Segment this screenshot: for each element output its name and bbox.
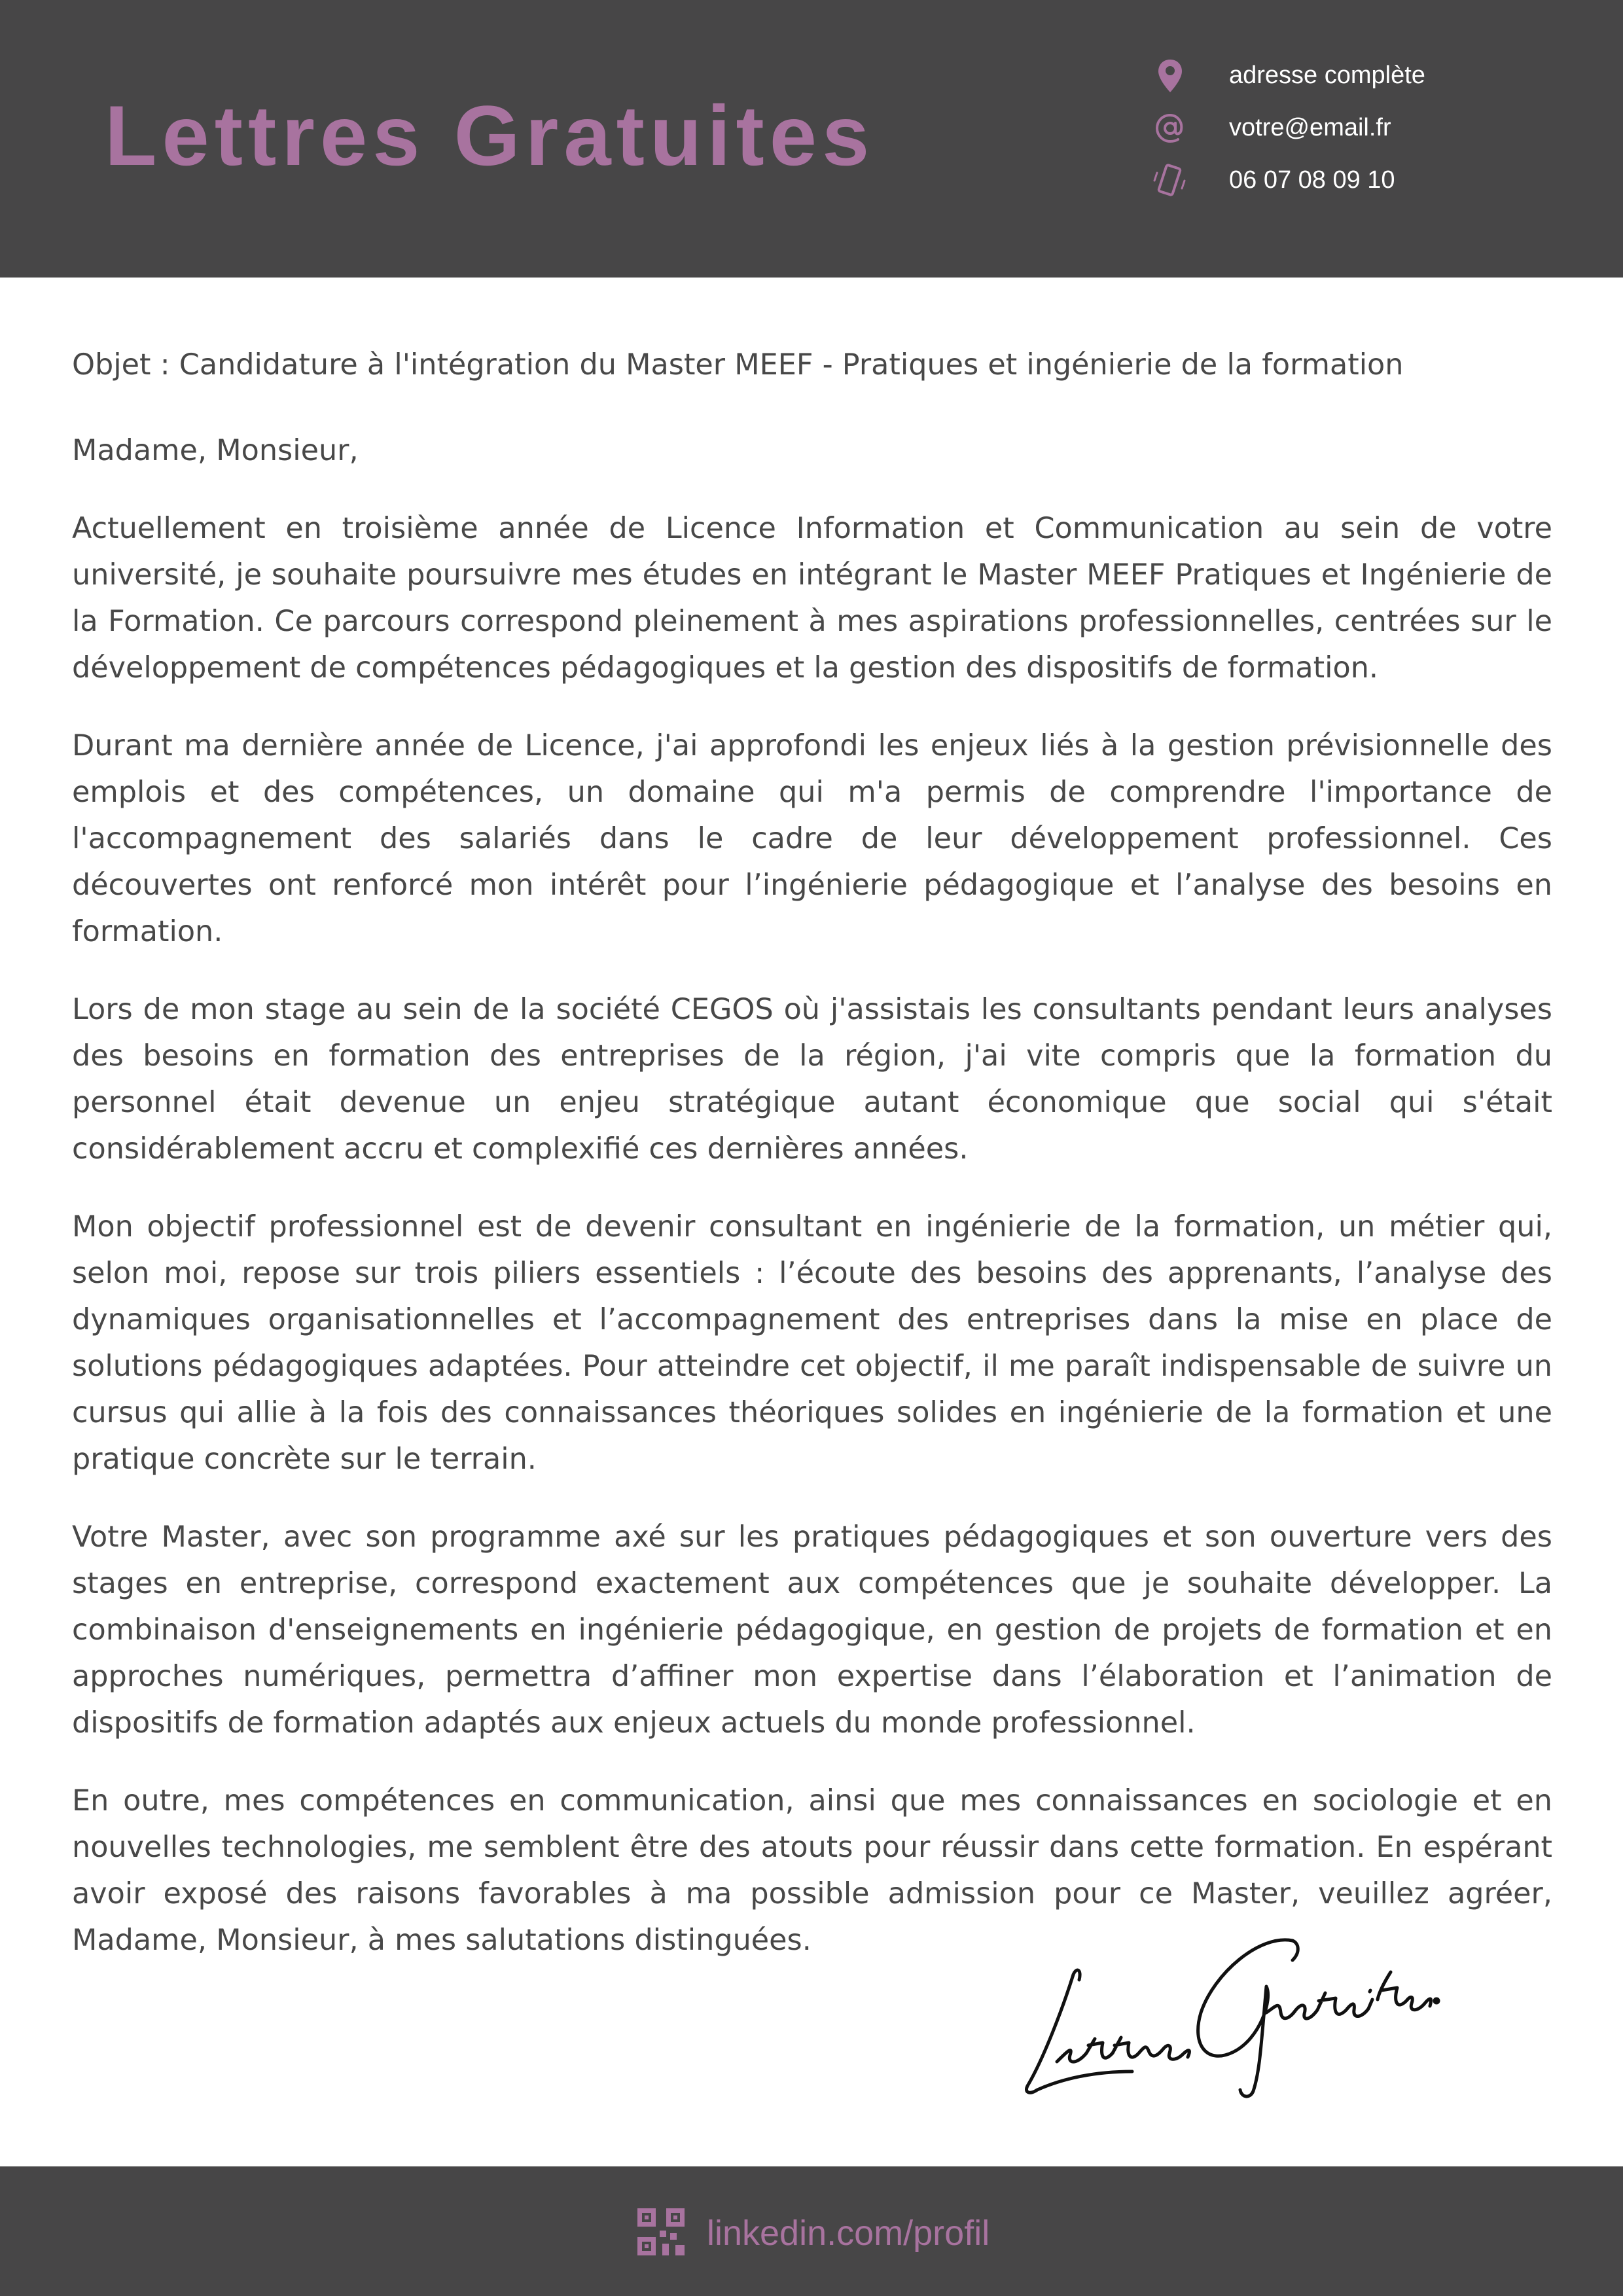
handwritten-signature [1011,1914,1443,2104]
paragraph: Durant ma dernière année de Licence, j'ai approfondi les enjeux liés à la gestion prévisionnelle des emplois et des compétences, un domaine qui m'a permis de comprendre l'importance de l'accompagnement des salariés dans le cadre de leur développement professionnel. Ces découvertes ont renforcé mon intérêt pour l’ingénierie pédagogique et l’analyse des besoins en formation. [72,729,1552,948]
qr-code-icon [637,2208,685,2258]
address-text: adresse complète [1229,62,1425,89]
header-band [0,0,1623,278]
letter-body [72,327,1552,1995]
linkedin-text[interactable]: linkedin.com/profil [707,2214,990,2253]
location-pin-icon [1152,58,1188,94]
paragraph: Mon objectif professionnel est de devenir consultant en ingénierie de la formation, un métier qui, selon moi, repose sur trois piliers essentiels : l’écoute des besoins des apprenants, l’analyse des dynamiques organisationnelles et l’accompagnement des entreprises dans la mise en place de solutions pédagogiques adaptées. Pour atteindre cet objectif, il me paraît indispensable de suivre un cursus qui allie à la fois des connaissances théoriques solides en ingénierie de la formation et une pratique concrète sur le terrain. [72,1210,1552,1476]
at-sign-icon [1152,110,1188,147]
paragraph: Lors de mon stage au sein de la société CEGOS où j'assistais les consultants pendant leurs analyses des besoins en formation des entreprises de la région, j'ai vite compris que la formation du personnel était devenue un enjeu stratégique autant économique que social qui s'était considérablement accru et complexifié ces dernières années. [72,993,1552,1166]
paragraph: En outre, mes compétences en communication, ainsi que mes connaissances en sociologie et en nouvelles technologies, me semblent être des atouts pour réussir dans cette formation. En espérant avoir exposé des raisons favorables à ma possible admission pour ce Master, veuillez agréer, Madame, Monsieur, à mes salutations distinguées. [72,1784,1552,1957]
footer-band [0,2166,1623,2296]
linkedin-link[interactable] [637,2208,990,2258]
brand-title: Lettres Gratuites [105,88,875,183]
letter-salutation: Madame, Monsieur, [72,434,359,467]
paragraph: Actuellement en troisième année de Licence Information et Communication au sein de votre université, je souhaite poursuivre mes études en intégrant le Master MEEF Pratiques et Ingénierie de la Formation. Ce parcours correspond pleinement à mes aspirations professionnelles, centrées sur le développement de compétences pédagogiques et la gestion des dispositifs de formation. [72,512,1552,685]
paragraph: Votre Master, avec son programme axé sur les pratiques pédagogiques et son ouverture vers des stages en entreprise, correspond exactement aux compétences que je souhaite développer. La combinaison d'enseignements en ingénierie pédagogique, en gestion de projets de formation et en approches numériques, permettra d’affiner mon expertise dans l’élaboration et l’animation de dispositifs de formation adaptés aux enjeux actuels du monde professionnel. [72,1520,1552,1740]
phone-text: 06 07 08 09 10 [1229,166,1395,194]
phone-icon [1152,162,1188,199]
email-text: votre@email.fr [1229,114,1391,141]
letter-subject: Objet : Candidature à l'intégration du Master MEEF - Pratiques et ingénierie de la formation [72,348,1404,382]
